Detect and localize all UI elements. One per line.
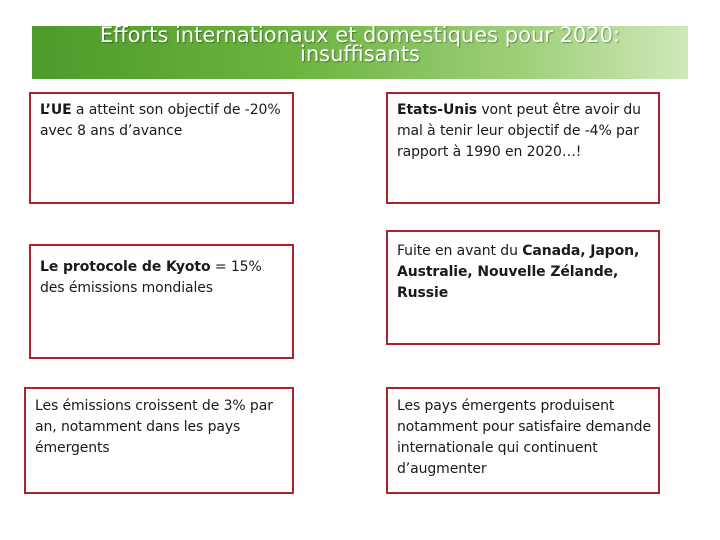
title-line-1: Efforts internationaux et domestiques pour 2020: xyxy=(99,23,621,47)
box-bold-text: Le protocole de Kyoto xyxy=(40,259,211,275)
box-bold-text: Etats-Unis xyxy=(397,102,478,118)
text-box-countries xyxy=(386,230,660,345)
title-line-2: insuffisants xyxy=(300,42,420,66)
box-text: = 15% des émissions mondiales xyxy=(40,259,262,296)
box-text: Les pays émergents produisent notamment pour satisfaire demande internationale qui continuent d’augmenter xyxy=(397,398,651,477)
box-text: a atteint son objectif de -20% avec 8 ans d’avance xyxy=(40,102,281,139)
slide-title xyxy=(32,24,688,66)
text-box-usa xyxy=(386,92,660,204)
box-text: vont peut être avoir du mal à tenir leur objectif de -4% par rapport à 1990 en 2020…! xyxy=(397,102,641,160)
text-box-kyoto xyxy=(29,244,294,359)
text-box-emissions xyxy=(24,387,294,494)
text-box-emerging xyxy=(386,387,660,494)
text-box-eu xyxy=(29,92,294,204)
box-text: Les émissions croissent de 3% par an, notamment dans les pays émergents xyxy=(35,398,273,456)
box-bold-text: L’UE xyxy=(40,102,72,118)
box-prefix-text: Fuite en avant du xyxy=(397,243,523,259)
box-bold-text: Canada, Japon, Australie, Nouvelle Zélande, Russie xyxy=(397,243,640,301)
